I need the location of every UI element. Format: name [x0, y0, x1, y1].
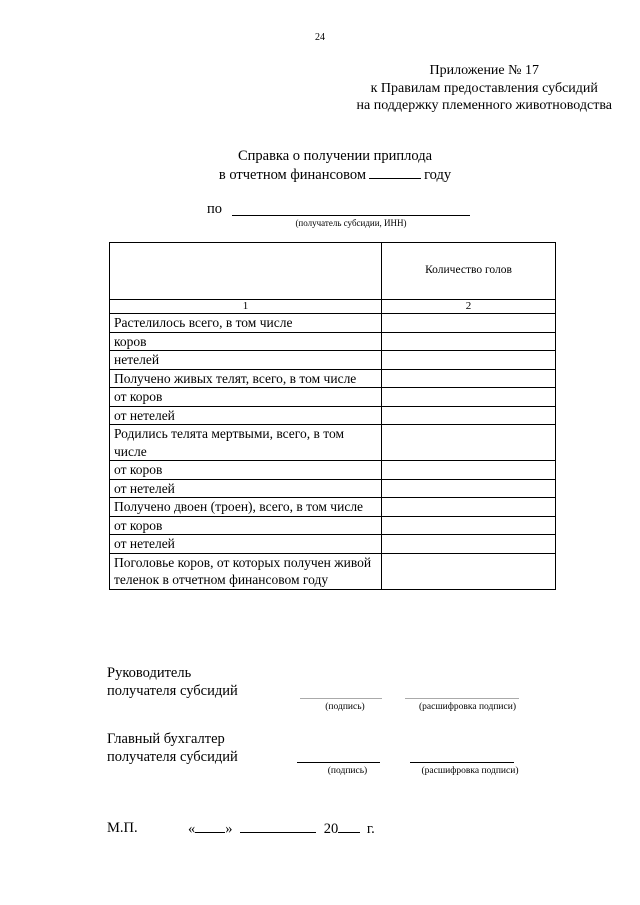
date-year-field[interactable]	[338, 820, 360, 833]
signer-role-title: Руководитель	[107, 665, 192, 681]
accountant-signature-line[interactable]	[297, 762, 380, 763]
recipient-field[interactable]	[232, 215, 470, 216]
head-signature-line[interactable]	[300, 698, 382, 699]
annex-header	[357, 62, 613, 115]
row-value-cell[interactable]	[382, 535, 556, 554]
column-number-row	[110, 300, 556, 314]
header-cell-head-count: Количество голов	[382, 243, 556, 300]
annex-rules-ref: к Правилам предоставления субсидий	[370, 80, 598, 96]
row-value-cell[interactable]	[382, 369, 556, 388]
date-year-suffix: г.	[366, 821, 375, 837]
row-value-cell[interactable]	[382, 388, 556, 407]
row-label: от нетелей	[110, 479, 382, 498]
table-header-row	[110, 243, 556, 300]
column-number-2: 2	[382, 300, 556, 314]
row-value-cell[interactable]	[382, 479, 556, 498]
title-year-word: году	[424, 166, 452, 183]
row-value-cell[interactable]	[382, 351, 556, 370]
recipient-prefix: по	[207, 201, 223, 217]
table-row	[110, 553, 556, 589]
offspring-table	[109, 242, 556, 590]
title-line-2	[0, 166, 640, 185]
recipient-caption: (получатель субсидии, ИНН)	[295, 218, 407, 228]
head-name-caption: (расшифровка подписи)	[419, 702, 516, 712]
date-year-prefix: 20	[323, 821, 339, 837]
annex-number: Приложение № 17	[429, 63, 539, 78]
table-row	[110, 498, 556, 517]
date-close-quote: »	[225, 821, 233, 837]
date-line	[188, 820, 375, 838]
row-label: нетелей	[110, 351, 382, 370]
column-number-1: 1	[110, 300, 382, 314]
document-title	[0, 148, 640, 184]
table-row	[110, 351, 556, 370]
title-line-1: Справка о получении приплода	[237, 148, 433, 164]
signer-role-org: получателя субсидий	[107, 682, 238, 699]
row-value-cell[interactable]	[382, 516, 556, 535]
signature-block-accountant	[107, 731, 238, 766]
page-number: 24	[315, 32, 325, 43]
head-signature-caption: (подпись)	[325, 702, 365, 712]
row-value-cell[interactable]	[382, 314, 556, 333]
date-month-field[interactable]	[240, 820, 316, 833]
table-row	[110, 314, 556, 333]
table-row	[110, 406, 556, 425]
table-row	[110, 369, 556, 388]
date-open-quote: «	[188, 821, 196, 837]
table-row	[110, 535, 556, 554]
row-label: коров	[110, 332, 382, 351]
table-row	[110, 388, 556, 407]
row-label: от коров	[110, 516, 382, 535]
row-value-cell[interactable]	[382, 332, 556, 351]
row-label: Растелилось всего, в том числе	[110, 314, 382, 333]
accountant-name-caption: (расшифровка подписи)	[421, 766, 519, 776]
row-label: от коров	[110, 388, 382, 407]
row-value-cell[interactable]	[382, 461, 556, 480]
accountant-name-line[interactable]	[410, 762, 514, 763]
header-cell-indicator	[110, 243, 382, 300]
row-label: Поголовье коров, от которых получен живой теленок в отчетном финансовом году	[110, 553, 382, 589]
table-row	[110, 461, 556, 480]
row-value-cell[interactable]	[382, 553, 556, 589]
fiscal-year-blank[interactable]	[369, 166, 421, 179]
row-label: от коров	[110, 461, 382, 480]
row-value-cell[interactable]	[382, 425, 556, 461]
signer-role-org: получателя субсидий	[107, 748, 238, 765]
signer-role-title: Главный бухгалтер	[107, 731, 225, 747]
row-label: Родились телята мертвыми, всего, в том числе	[110, 425, 382, 461]
row-label: от нетелей	[110, 535, 382, 554]
row-label: Получено двоен (троен), всего, в том числе	[110, 498, 382, 517]
stamp-mark: М.П.	[107, 820, 138, 836]
date-day-field[interactable]	[195, 820, 225, 833]
row-value-cell[interactable]	[382, 406, 556, 425]
table-row	[110, 516, 556, 535]
row-value-cell[interactable]	[382, 498, 556, 517]
annex-rules-topic: на поддержку племенного животноводства	[356, 98, 612, 113]
accountant-signature-caption: (подпись)	[327, 766, 368, 776]
row-label: Получено живых телят, всего, в том числе	[110, 369, 382, 388]
title-fiscal-year-label: в отчетном финансовом	[218, 166, 367, 183]
table-row	[110, 332, 556, 351]
table-row	[110, 479, 556, 498]
row-label: от нетелей	[110, 406, 382, 425]
signature-block-head	[107, 665, 238, 700]
table-row	[110, 425, 556, 461]
head-name-line[interactable]	[405, 698, 519, 699]
